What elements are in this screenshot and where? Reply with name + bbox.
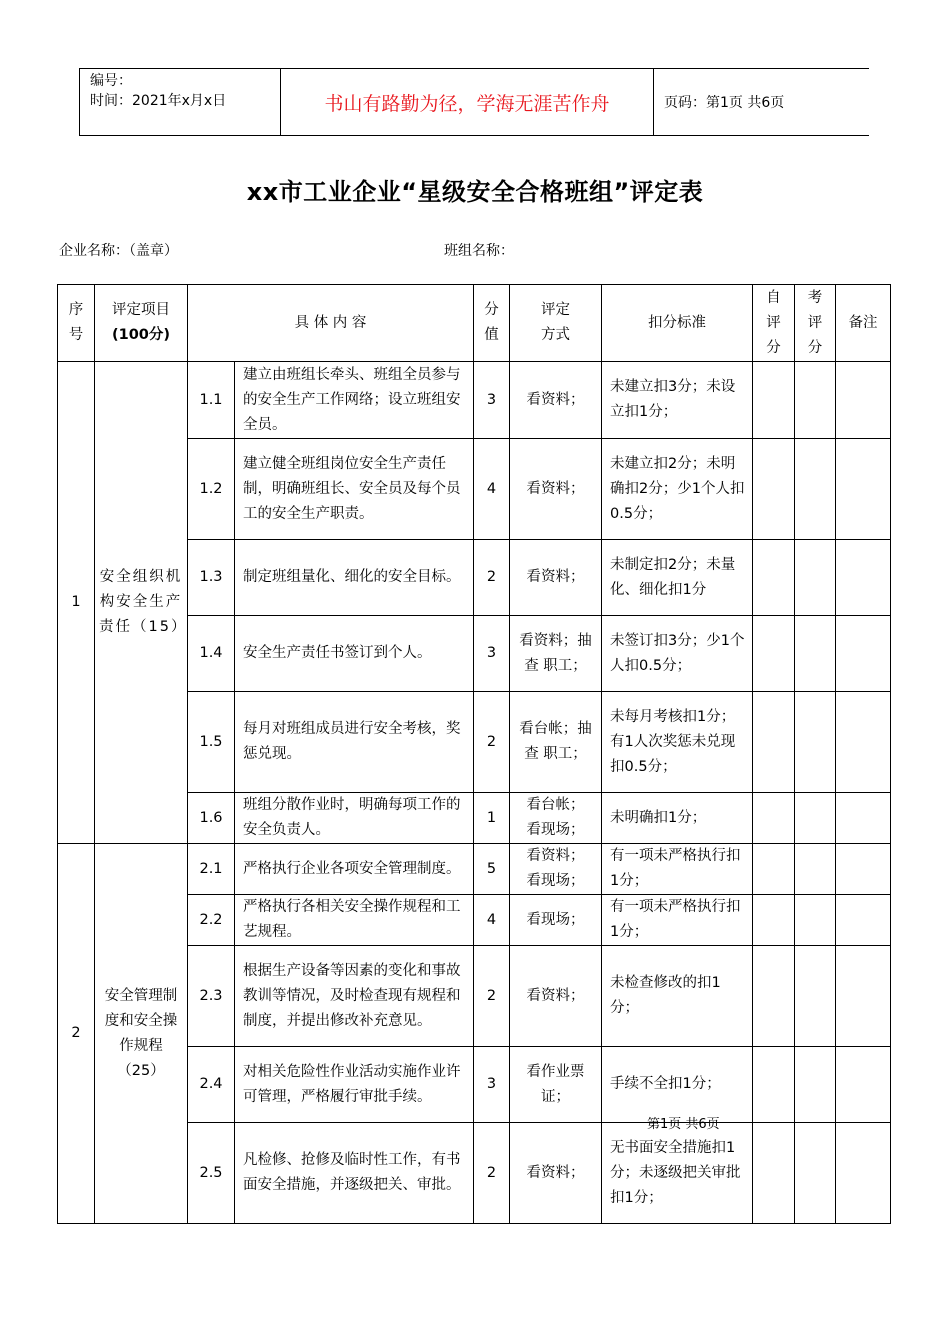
row-content: 班组分散作业时，明确每项工作的安全负责人。 [235, 793, 474, 844]
header-content: 具 体 内 容 [188, 285, 474, 362]
row-number: 1.6 [188, 793, 235, 844]
row-score: 4 [474, 895, 510, 946]
row-method: 看资料；看现场； [510, 844, 602, 895]
row-content: 制定班组量化、细化的安全目标。 [235, 540, 474, 616]
row-remark[interactable] [836, 616, 891, 692]
row-content: 根据生产设备等因素的变化和事故教训等情况，及时检查现有规程和制度，并提出修改补充意见。 [235, 946, 474, 1047]
row-score: 2 [474, 692, 510, 793]
document-header [79, 68, 869, 136]
row-content: 严格执行企业各项安全管理制度。 [235, 844, 474, 895]
row-deduction: 未检查修改的扣1分； [602, 946, 753, 1047]
row-self-score[interactable] [753, 844, 795, 895]
section-seq: 1 [58, 362, 95, 844]
header-seq: 序号 [58, 285, 95, 362]
row-number: 1.1 [188, 362, 235, 439]
row-content: 安全生产责任书签订到个人。 [235, 616, 474, 692]
row-self-score[interactable] [753, 616, 795, 692]
row-score: 3 [474, 616, 510, 692]
row-number: 2.1 [188, 844, 235, 895]
header-score: 分值 [474, 285, 510, 362]
row-content: 建立健全班组岗位安全生产责任制，明确班组长、安全员及每个员工的安全生产职责。 [235, 439, 474, 540]
company-name-label: 企业名称：（盖章） [59, 243, 178, 259]
row-self-score[interactable] [753, 692, 795, 793]
row-number: 2.3 [188, 946, 235, 1047]
row-deduction: 手续不全扣1分； [602, 1047, 753, 1123]
row-score: 1 [474, 793, 510, 844]
row-self-score[interactable] [753, 1123, 795, 1224]
row-method: 看台帐；看现场； [510, 793, 602, 844]
row-review-score[interactable] [795, 1047, 836, 1123]
section-seq: 2 [58, 844, 95, 1224]
row-review-score[interactable] [795, 1123, 836, 1224]
row-remark[interactable] [836, 362, 891, 439]
row-review-score[interactable] [795, 692, 836, 793]
row-content: 凡检修、抢修及临时性工作，有书面安全措施，并逐级把关、审批。 [235, 1123, 474, 1224]
row-self-score[interactable] [753, 439, 795, 540]
team-name-label: 班组名称： [444, 243, 514, 259]
header-item-points: (100分) [111, 327, 171, 343]
row-remark[interactable] [836, 895, 891, 946]
row-remark[interactable] [836, 439, 891, 540]
evaluation-table [57, 284, 891, 1224]
header-item-label: 评定项目 [112, 302, 170, 318]
row-deduction: 无书面安全措施扣1分；未逐级把关审批扣1分； [602, 1123, 753, 1224]
header-remark: 备注 [836, 285, 891, 362]
header-review-score: 考评分 [795, 285, 836, 362]
row-number: 2.5 [188, 1123, 235, 1224]
row-method: 看现场； [510, 895, 602, 946]
header-deduction: 扣分标准 [602, 285, 753, 362]
row-review-score[interactable] [795, 616, 836, 692]
row-deduction: 未建立扣2分；未明确扣2分；少1个人扣0.5分； [602, 439, 753, 540]
row-number: 1.3 [188, 540, 235, 616]
row-review-score[interactable] [795, 439, 836, 540]
row-self-score[interactable] [753, 946, 795, 1047]
row-self-score[interactable] [753, 362, 795, 439]
row-self-score[interactable] [753, 1047, 795, 1123]
row-remark[interactable] [836, 946, 891, 1047]
header-self-score: 自评分 [753, 285, 795, 362]
row-method: 看资料； [510, 362, 602, 439]
table-header-row [58, 285, 891, 362]
row-method: 看作业票证； [510, 1047, 602, 1123]
row-review-score[interactable] [795, 844, 836, 895]
row-method: 看资料； [510, 540, 602, 616]
header-meta [80, 69, 281, 135]
row-deduction: 未明确扣1分； [602, 793, 753, 844]
row-number: 2.4 [188, 1047, 235, 1123]
row-content: 每月对班组成员进行安全考核，奖惩兑现。 [235, 692, 474, 793]
row-deduction: 未每月考核扣1分；有1人次奖惩未兑现扣0.5分； [602, 692, 753, 793]
row-number: 1.4 [188, 616, 235, 692]
row-method: 看台帐；抽 查 职工； [510, 692, 602, 793]
row-content: 对相关危险性作业活动实施作业许可管理，严格履行审批手续。 [235, 1047, 474, 1123]
row-content: 严格执行各相关安全操作规程和工艺规程。 [235, 895, 474, 946]
row-score: 2 [474, 540, 510, 616]
section-category: 安全组织机构安全生产责任（15） [95, 362, 188, 844]
header-item [95, 285, 188, 362]
row-score: 4 [474, 439, 510, 540]
row-method: 看资料； [510, 1123, 602, 1224]
table-row [58, 362, 891, 439]
row-number: 2.2 [188, 895, 235, 946]
header-method: 评定方式 [510, 285, 602, 362]
row-deduction: 未签订扣3分；少1个人扣0.5分； [602, 616, 753, 692]
row-remark[interactable] [836, 540, 891, 616]
row-self-score[interactable] [753, 540, 795, 616]
page-footer: 第1页 共6页 [647, 1117, 720, 1132]
row-score: 3 [474, 362, 510, 439]
page-title: xx市工业企业“星级安全合格班组”评定表 [246, 178, 704, 206]
row-number: 1.5 [188, 692, 235, 793]
row-method: 看资料；抽 查 职工； [510, 616, 602, 692]
row-deduction: 有一项未严格执行扣1分； [602, 895, 753, 946]
row-score: 5 [474, 844, 510, 895]
row-review-score[interactable] [795, 946, 836, 1047]
row-deduction: 未制定扣2分；未量化、细化扣1分 [602, 540, 753, 616]
row-review-score[interactable] [795, 540, 836, 616]
row-remark[interactable] [836, 1123, 891, 1224]
row-deduction: 有一项未严格执行扣1分； [602, 844, 753, 895]
row-self-score[interactable] [753, 895, 795, 946]
row-review-score[interactable] [795, 793, 836, 844]
time-label: 时间：2021年x月x日 [90, 93, 227, 109]
row-method: 看资料； [510, 946, 602, 1047]
row-remark[interactable] [836, 844, 891, 895]
table-row [58, 844, 891, 895]
row-score: 2 [474, 946, 510, 1047]
header-page-info: 页码：第1页 共6页 [664, 95, 785, 111]
row-number: 1.2 [188, 439, 235, 540]
row-remark[interactable] [836, 692, 891, 793]
row-content: 建立由班组长牵头、班组全员参与的安全生产工作网络；设立班组安全员。 [235, 362, 474, 439]
row-score: 2 [474, 1123, 510, 1224]
row-score: 3 [474, 1047, 510, 1123]
row-deduction: 未建立扣3分；未设立扣1分； [602, 362, 753, 439]
header-motto: 书山有路勤为径，学海无涯苦作舟 [281, 69, 654, 135]
row-self-score[interactable] [753, 793, 795, 844]
row-remark[interactable] [836, 793, 891, 844]
row-remark[interactable] [836, 1047, 891, 1123]
row-review-score[interactable] [795, 895, 836, 946]
section-category: 安全管理制度和安全操作规程（25） [95, 844, 188, 1224]
row-method: 看资料； [510, 439, 602, 540]
serial-label: 编号： [90, 73, 132, 89]
row-review-score[interactable] [795, 362, 836, 439]
